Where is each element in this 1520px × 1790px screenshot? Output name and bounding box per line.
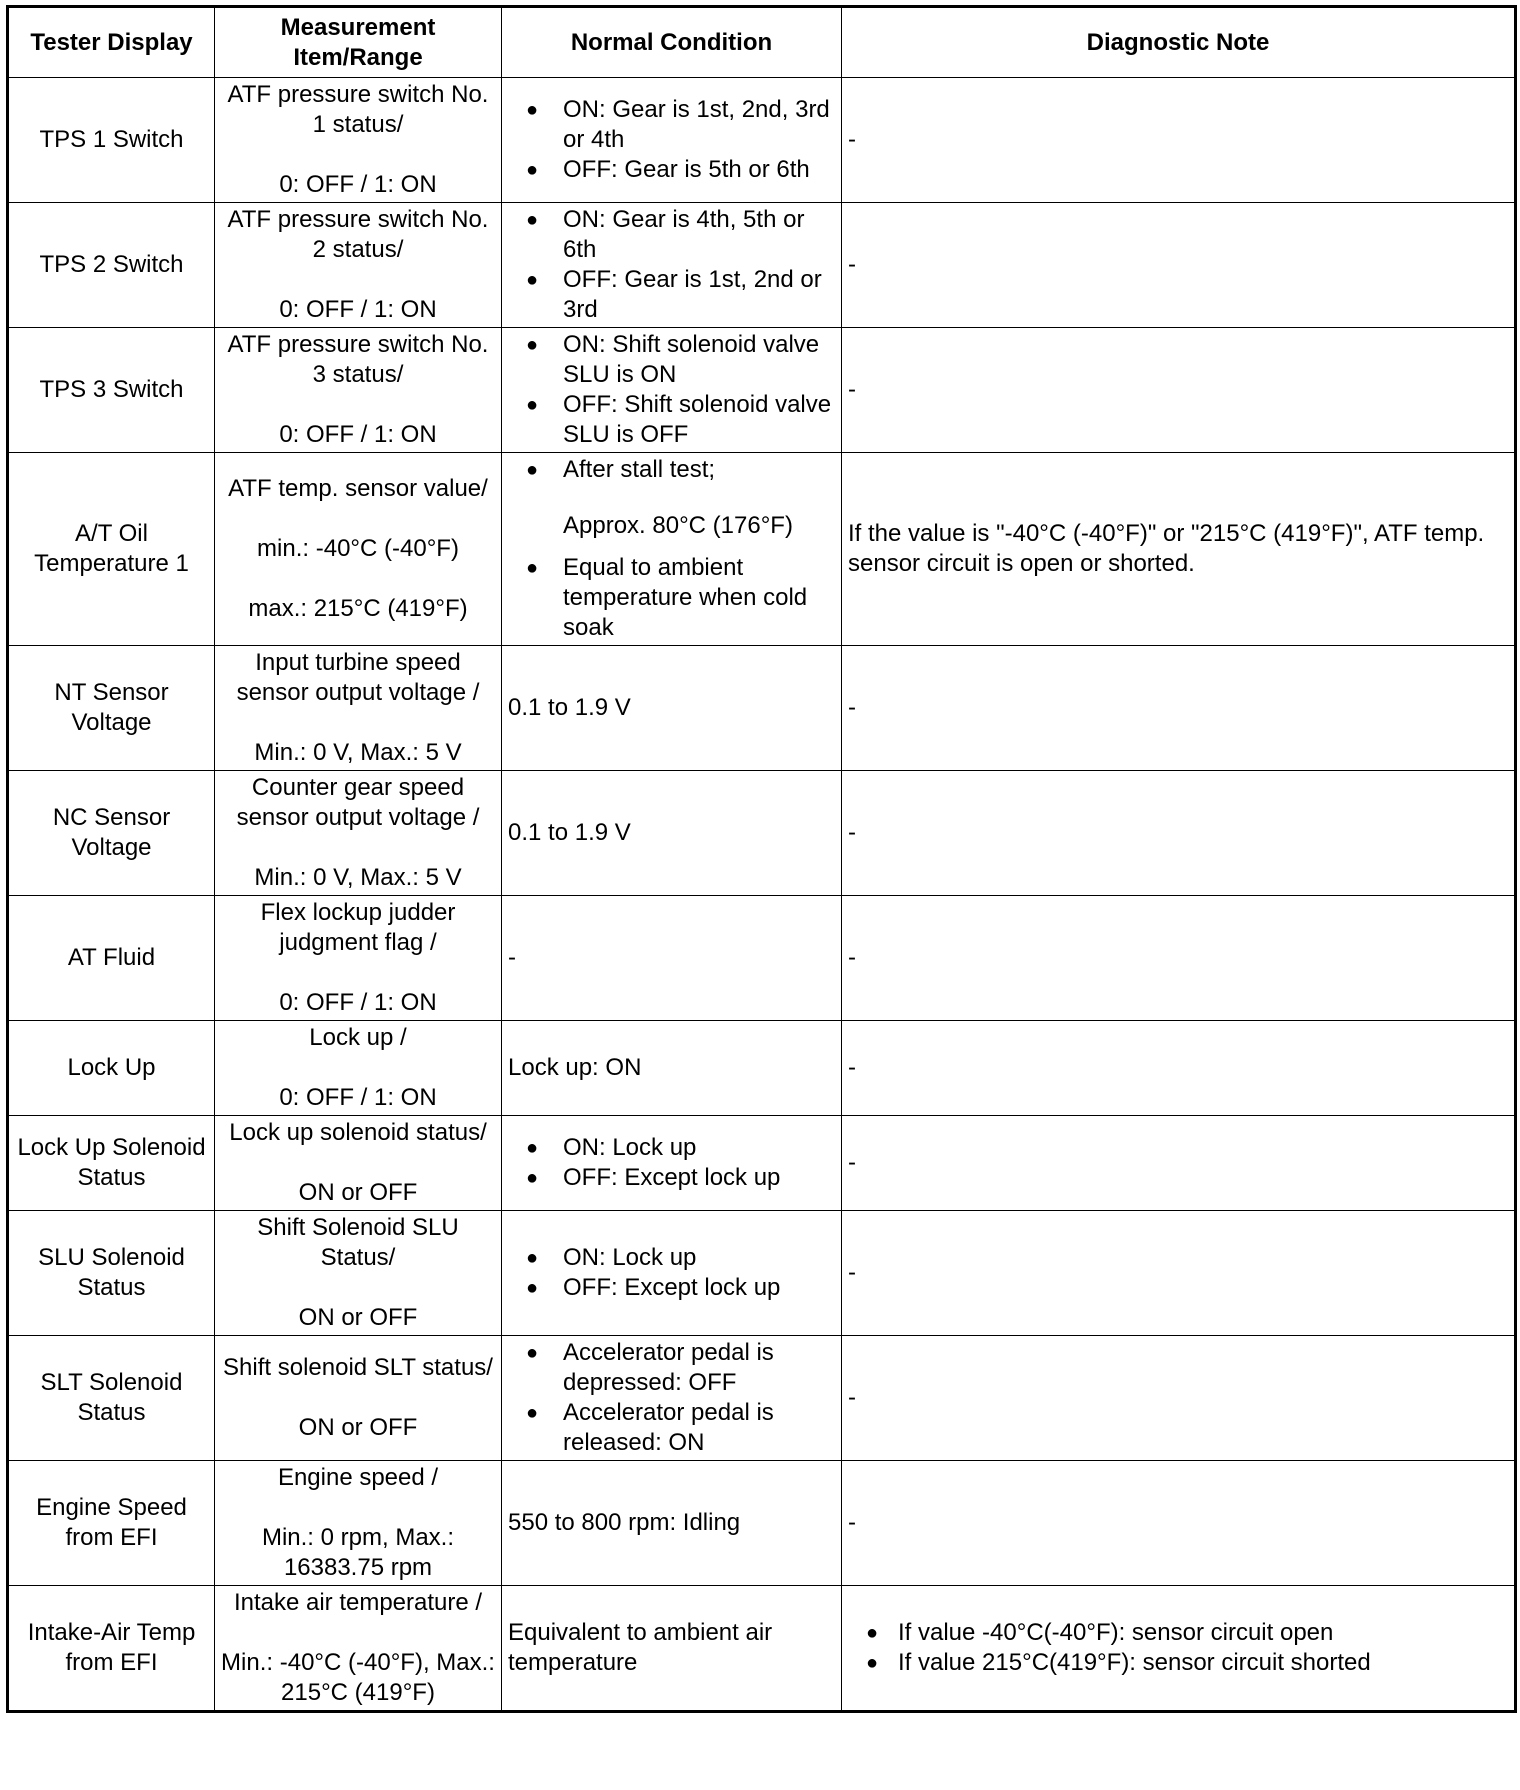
cell-measurement-item: [215, 1586, 502, 1712]
list-item: ● If value 215°C(419°F): sensor circuit shorted: [848, 1648, 1508, 1678]
normal-condition-text: -: [508, 944, 516, 971]
diagnostic-note-text: -: [848, 1054, 856, 1081]
table-row: [8, 896, 1516, 1021]
cell-normal-condition: [502, 1586, 842, 1712]
list-item: [508, 1243, 835, 1273]
normal-condition-text: 0.1 to 1.9 V: [508, 819, 631, 846]
table-row: [8, 1116, 1516, 1211]
normal-condition-text: Lock up: ON: [508, 1054, 642, 1081]
table-row: [8, 1586, 1516, 1712]
diagnostic-note-text: -: [848, 819, 856, 846]
cell-tester-display: Lock Up Solenoid Status: [8, 1116, 215, 1211]
measurement-text: Counter gear speed sensor output voltage / Min.: 0 V, Max.: 5 V: [236, 774, 480, 891]
cell-normal-condition: [502, 78, 842, 203]
header-normal-condition: Normal Condition: [502, 7, 842, 78]
normal-condition-list: [508, 455, 835, 643]
cell-diagnostic-note: [842, 1586, 1516, 1712]
header-measurement-item: Measurement Item/Range: [215, 7, 502, 78]
measurement-text: Lock up / 0: OFF / 1: ON: [279, 1024, 437, 1111]
cell-tester-display: Engine Speed from EFI: [8, 1461, 215, 1586]
list-item-text: ON: Shift solenoid valve SLU is ON: [563, 331, 820, 388]
measurement-text: ATF pressure switch No. 2 status/ 0: OFF / 1: ON: [227, 206, 489, 323]
measurement-text: Shift solenoid SLT status/ ON or OFF: [223, 1354, 493, 1441]
normal-condition-text: 0.1 to 1.9 V: [508, 694, 631, 721]
cell-measurement-item: [215, 1116, 502, 1211]
table-row: [8, 1021, 1516, 1116]
cell-normal-condition: [502, 896, 842, 1021]
cell-normal-condition: [502, 1021, 842, 1116]
cell-tester-display: Intake-Air Temp from EFI: [8, 1586, 215, 1712]
cell-measurement-item: [215, 328, 502, 453]
diagnostic-note-text: -: [848, 1509, 856, 1536]
normal-condition-list: [508, 95, 835, 185]
measurement-text: Lock up solenoid status/ ON or OFF: [229, 1119, 487, 1206]
cell-measurement-item: [215, 771, 502, 896]
normal-condition-list: [508, 330, 835, 450]
measurement-text: Engine speed / Min.: 0 rpm, Max.: 16383.75 rpm: [261, 1464, 455, 1581]
diagnostic-note-text: -: [848, 1384, 856, 1411]
cell-tester-display: A/T Oil Temperature 1: [8, 453, 215, 646]
measurement-text: ATF pressure switch No. 3 status/ 0: OFF / 1: ON: [227, 331, 489, 448]
table-row: [8, 328, 1516, 453]
normal-condition-list: [508, 1338, 835, 1458]
header-tester-display: Tester Display: [8, 7, 215, 78]
cell-normal-condition: [502, 328, 842, 453]
list-item: [508, 1398, 835, 1458]
list-item-subtext: Approx. 80°C (176°F): [563, 512, 793, 539]
cell-normal-condition: [502, 646, 842, 771]
list-item-text: OFF: Except lock up: [563, 1164, 781, 1191]
normal-condition-list: [508, 205, 835, 325]
list-item-text: Accelerator pedal is released: ON: [563, 1399, 774, 1456]
list-item: [508, 155, 835, 185]
list-item: [508, 95, 835, 155]
table-row: [8, 1336, 1516, 1461]
list-item: ● If value -40°C(-40°F): sensor circuit open: [848, 1618, 1508, 1648]
list-item-text: OFF: Shift solenoid valve SLU is OFF: [563, 391, 832, 448]
cell-tester-display: AT Fluid: [8, 896, 215, 1021]
list-item: [508, 1133, 835, 1163]
cell-measurement-item: [215, 453, 502, 646]
cell-tester-display: NC Sensor Voltage: [8, 771, 215, 896]
list-item: [508, 455, 835, 541]
list-item-text: OFF: Except lock up: [563, 1274, 781, 1301]
cell-diagnostic-note: [842, 1336, 1516, 1461]
table-row: [8, 453, 1516, 646]
list-item-text: Equal to ambient temperature when cold soak: [563, 554, 808, 641]
cell-measurement-item: [215, 896, 502, 1021]
cell-tester-display: TPS 1 Switch: [8, 78, 215, 203]
cell-diagnostic-note: [842, 1211, 1516, 1336]
list-item: [508, 553, 835, 643]
normal-condition-text: 550 to 800 rpm: Idling: [508, 1509, 741, 1536]
list-item: [508, 205, 835, 265]
list-item: [508, 1273, 835, 1303]
list-item-text: ON: Gear is 1st, 2nd, 3rd or 4th: [563, 96, 830, 153]
table-row: [8, 1461, 1516, 1586]
measurement-text: ATF temp. sensor value/ min.: -40°C (-40°F) max.: 215°C (419°F): [228, 475, 488, 622]
cell-tester-display: Lock Up: [8, 1021, 215, 1116]
list-item-text: ON: Lock up: [563, 1244, 697, 1271]
diagnostic-note-text: -: [848, 376, 856, 403]
measurement-text: Input turbine speed sensor output voltage / Min.: 0 V, Max.: 5 V: [236, 649, 480, 766]
cell-normal-condition: [502, 1211, 842, 1336]
list-item: [508, 1338, 835, 1398]
header-row: [8, 7, 1516, 78]
table-row: [8, 1211, 1516, 1336]
list-item-text: OFF: Gear is 1st, 2nd or 3rd: [563, 266, 822, 323]
cell-normal-condition: [502, 453, 842, 646]
cell-diagnostic-note: [842, 646, 1516, 771]
cell-tester-display: TPS 3 Switch: [8, 328, 215, 453]
cell-tester-display: SLT Solenoid Status: [8, 1336, 215, 1461]
cell-diagnostic-note: [842, 453, 1516, 646]
diagnostic-note-text: -: [848, 944, 856, 971]
table-body: [8, 78, 1516, 1712]
diagnostic-note-text: -: [848, 126, 856, 153]
list-item: [508, 390, 835, 450]
cell-diagnostic-note: [842, 1021, 1516, 1116]
cell-measurement-item: [215, 1021, 502, 1116]
list-item: [508, 1163, 835, 1193]
diagnostic-note-text: If the value is "-40°C (-40°F)" or "215°C (419°F)", ATF temp. sensor circuit is open or shorted.: [848, 520, 1485, 577]
cell-normal-condition: [502, 1461, 842, 1586]
measurement-text: Flex lockup judder judgment flag / 0: OFF / 1: ON: [260, 899, 456, 1016]
cell-measurement-item: [215, 1211, 502, 1336]
diagnostic-note-list: [848, 1618, 1508, 1678]
diagnostic-note-text: -: [848, 251, 856, 278]
cell-tester-display: NT Sensor Voltage: [8, 646, 215, 771]
cell-measurement-item: [215, 78, 502, 203]
cell-diagnostic-note: [842, 328, 1516, 453]
measurement-text: ATF pressure switch No. 1 status/ 0: OFF / 1: ON: [227, 81, 489, 198]
normal-condition-list: [508, 1133, 835, 1193]
cell-normal-condition: [502, 1116, 842, 1211]
cell-diagnostic-note: [842, 78, 1516, 203]
table-row: [8, 203, 1516, 328]
cell-tester-display: TPS 2 Switch: [8, 203, 215, 328]
diagnostic-note-text: -: [848, 1149, 856, 1176]
cell-measurement-item: [215, 646, 502, 771]
table-row: [8, 78, 1516, 203]
data-list-table: [6, 5, 1517, 1713]
cell-measurement-item: [215, 1336, 502, 1461]
diagnostic-note-text: -: [848, 1259, 856, 1286]
diagnostic-data-sheet: [6, 5, 1514, 1713]
measurement-text: Shift Solenoid SLU Status/ ON or OFF: [257, 1214, 459, 1331]
cell-diagnostic-note: [842, 896, 1516, 1021]
list-item-text: Accelerator pedal is depressed: OFF: [563, 1339, 774, 1396]
measurement-text: Intake air temperature / Min.: -40°C (-40°F), Max.: 215°C (419°F): [221, 1589, 495, 1706]
cell-diagnostic-note: [842, 203, 1516, 328]
diagnostic-note-text: -: [848, 694, 856, 721]
table-row: [8, 771, 1516, 896]
cell-tester-display: SLU Solenoid Status: [8, 1211, 215, 1336]
table-row: [8, 646, 1516, 771]
list-item: [508, 330, 835, 390]
header-diagnostic-note: Diagnostic Note: [842, 7, 1516, 78]
list-item-text: After stall test;: [563, 456, 716, 483]
cell-measurement-item: [215, 203, 502, 328]
normal-condition-text: Equivalent to ambient air temperature: [508, 1619, 773, 1676]
cell-normal-condition: [502, 203, 842, 328]
list-item: [508, 265, 835, 325]
cell-diagnostic-note: [842, 1116, 1516, 1211]
cell-normal-condition: [502, 1336, 842, 1461]
cell-normal-condition: [502, 771, 842, 896]
cell-measurement-item: [215, 1461, 502, 1586]
list-item-text: ON: Gear is 4th, 5th or 6th: [563, 206, 805, 263]
cell-diagnostic-note: [842, 771, 1516, 896]
cell-diagnostic-note: [842, 1461, 1516, 1586]
normal-condition-list: [508, 1243, 835, 1303]
list-item-text: OFF: Gear is 5th or 6th: [563, 156, 810, 183]
list-item-text: ON: Lock up: [563, 1134, 697, 1161]
